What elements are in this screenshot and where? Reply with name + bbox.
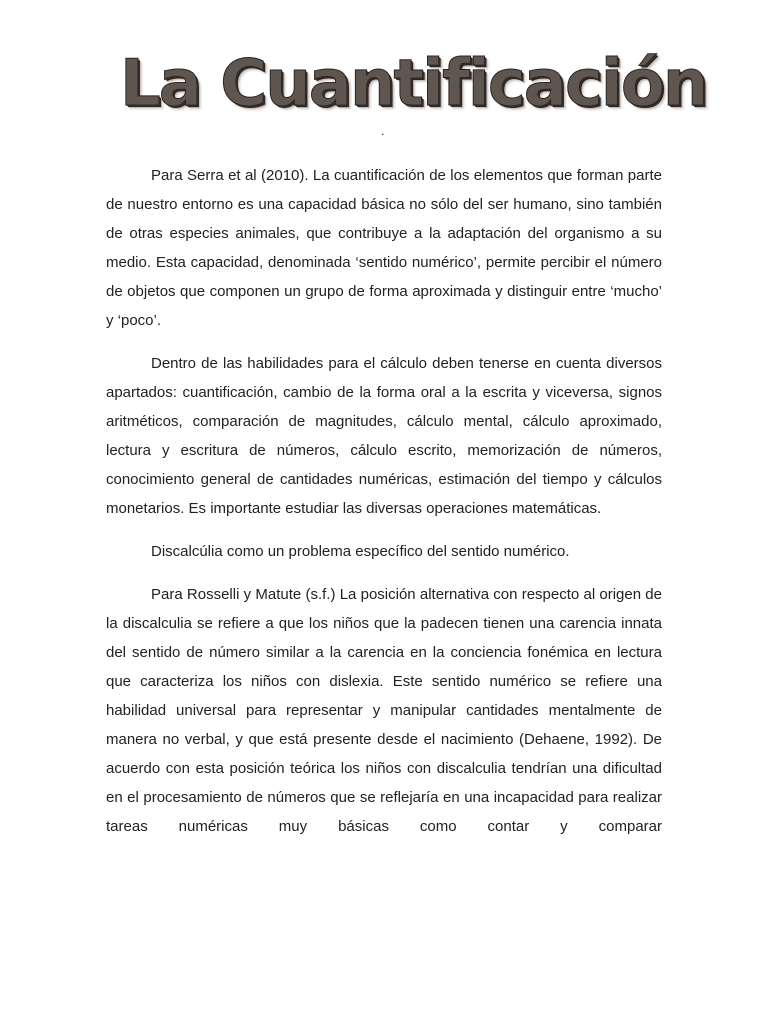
page-title: La Cuantificación: [120, 47, 707, 121]
title-area: [120, 44, 707, 124]
title-separator-dot: .: [381, 124, 385, 138]
paragraph-habilidades-calculo: Dentro de las habilidades para el cálculo deben tenerse en cuenta diversos apartados: cuantificación, cambio de la forma oral a la escrita y viceversa, signos aritméticos, comparación de magnitudes, cálculo mental, cálculo aproximado, lectura y escritura de números, cálculo escrito, memorización de números, conocimiento general de cantidades numéricas, estimación del tiempo y cálculos monetarios. Es importante estudiar las diversas operaciones matemáticas.: [106, 355, 662, 517]
paragraph-cuantificacion-intro: Para Serra et al (2010). La cuantificación de los elementos que forman parte de nuestro entorno es una capacidad básica no sólo del ser humano, sino también de otras especies animales, que contribuye a la adaptación del organismo a su medio. Esta capacidad, denominada ‘sentido numérico’, permite percibir el número de objetos que componen un grupo de forma aproximada y distinguir entre ‘mucho’ y ‘poco’.: [106, 167, 662, 329]
document-body: [106, 161, 662, 855]
section-heading-discalculia: Discalcúlia como un problema específico del sentido numérico.: [151, 543, 570, 560]
paragraph-rosselli-matute: Para Rosselli y Matute (s.f.) La posición alternativa con respecto al origen de la discalculia se refiere a que los niños que la padecen tienen una carencia innata del sentido de número similar a la carencia en la conciencia fonémica en lectura que caracteriza los niños con dislexia. Este sentido numérico se refiere una habilidad universal para representar y manipular cantidades mentalmente de manera no verbal, y que está presente desde el nacimiento (Dehaene, 1992). De acuerdo con esta posición teórica los niños con discalculia tendrían una dificultad en el procesamiento de números que se reflejaría en una incapacidad para realizar tareas numéricas muy básicas como contar y comparar: [106, 586, 662, 835]
